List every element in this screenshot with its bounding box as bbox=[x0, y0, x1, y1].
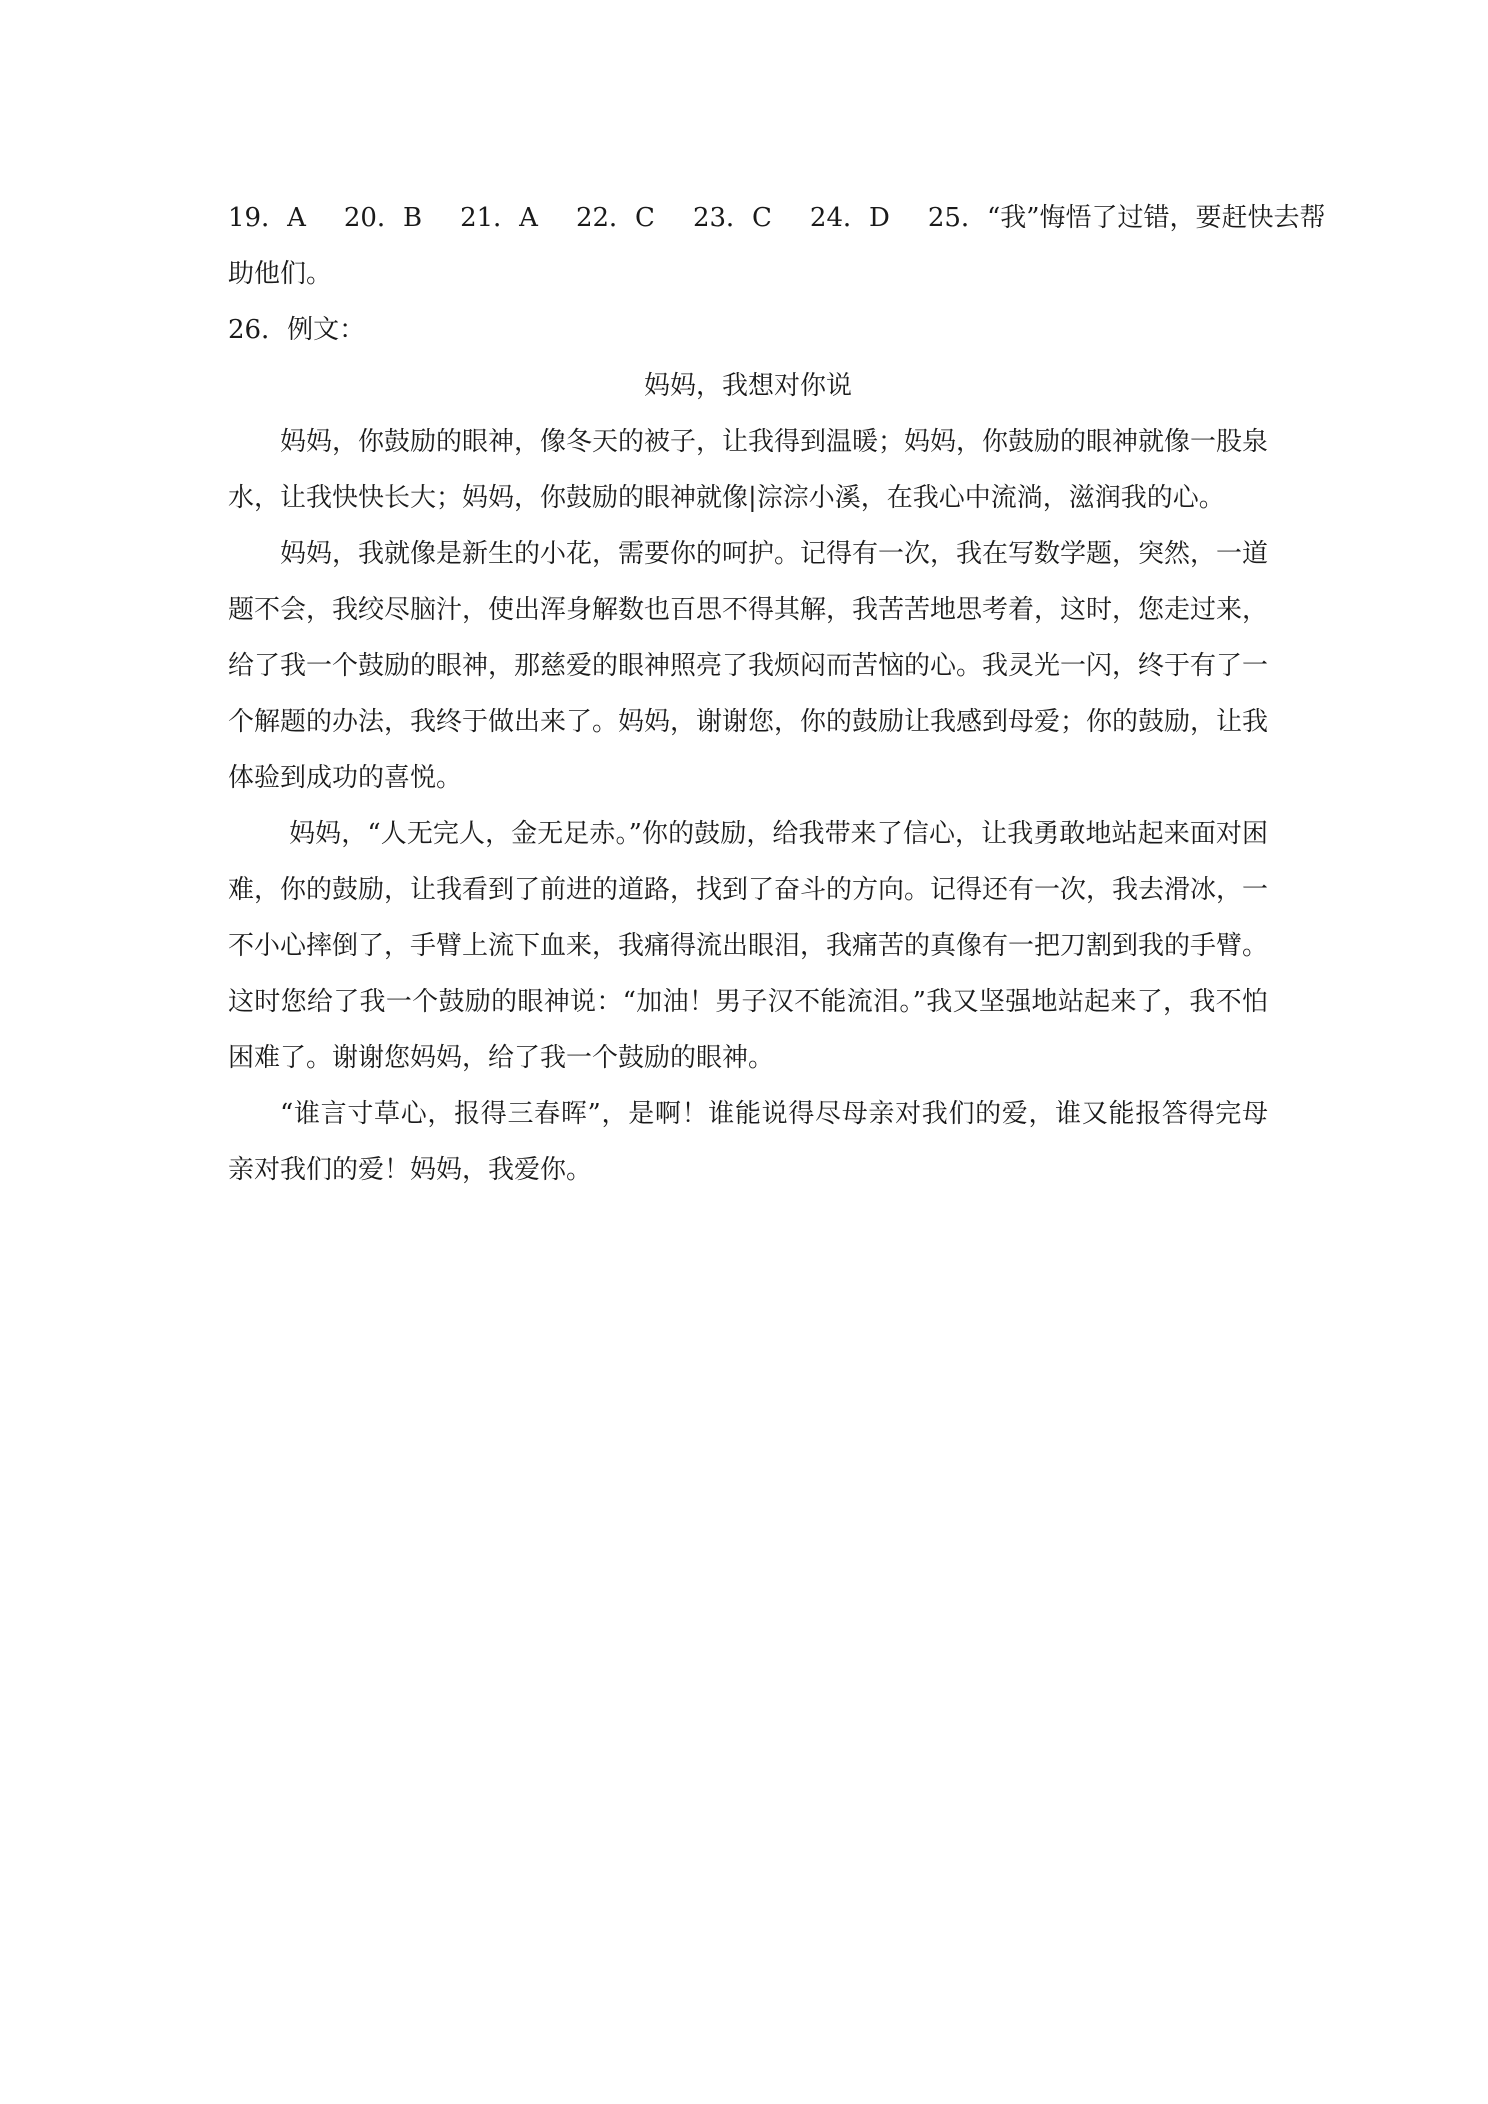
answer-19: 19．A bbox=[228, 203, 306, 233]
answer-20: 20．B bbox=[343, 203, 423, 233]
answer-25-lead: 25．“我”悔悟了过错，要赶快去帮 bbox=[927, 203, 1326, 233]
essay-title: 妈妈，我想对你说 bbox=[643, 371, 852, 401]
essay-paragraph-3: 妈妈，“人无完人，金无足赤。”你的鼓励，给我带来了信心，让我勇敢地站起来面对困难，你的鼓励，让我看到了前进的道路，找到了奋斗的方向。记得还有一次，我去滑冰，一不小心摔倒了，手臂上流下血来，我痛得流出眼泪，我痛苦的真像有一把刀割到我的手臂。这时您给了我一个鼓励的眼神说：“加油！男子汉不能流泪。”我又坚强地站起来了，我不怕困难了。谢谢您妈妈，给了我一个鼓励的眼神。 bbox=[228, 819, 1269, 1073]
essay-paragraph-1: 妈妈，你鼓励的眼神，像冬天的被子，让我得到温暖；妈妈，你鼓励的眼神就像一股泉水，让我快快长大；妈妈，你鼓励的眼神就像|淙淙小溪，在我心中流淌，滋润我的心。 bbox=[228, 427, 1269, 513]
answer-key-line bbox=[228, 190, 1326, 246]
essay-paragraph-2: 妈妈，我就像是新生的小花，需要你的呵护。记得有一次，我在写数学题，突然，一道题不会，我绞尽脑汁，使出浑身解数也百思不得其解，我苦苦地思考着，这时，您走过来，给了我一个鼓励的眼神，那慈爱的眼神照亮了我烦闷而苦恼的心。我灵光一闪，终于有了一个解题的办法，我终于做出来了。妈妈，谢谢您，你的鼓励让我感到母爱；你的鼓励，让我体验到成功的喜悦。 bbox=[228, 539, 1269, 793]
answer-21: 21．A bbox=[460, 203, 538, 233]
answer-24: 24．D bbox=[809, 203, 890, 233]
essay-paragraph-4: “谁言寸草心，报得三春晖”，是啊！谁能说得尽母亲对我们的爱，谁又能报答得完母亲对我们的爱！妈妈，我爱你。 bbox=[228, 1099, 1268, 1185]
document-content bbox=[228, 190, 1326, 1198]
answer-23: 23．C bbox=[692, 203, 772, 233]
answer-25-rest: 助他们。 bbox=[228, 259, 333, 289]
essay-label: 26．例文： bbox=[228, 315, 366, 345]
answer-22: 22．C bbox=[575, 203, 655, 233]
